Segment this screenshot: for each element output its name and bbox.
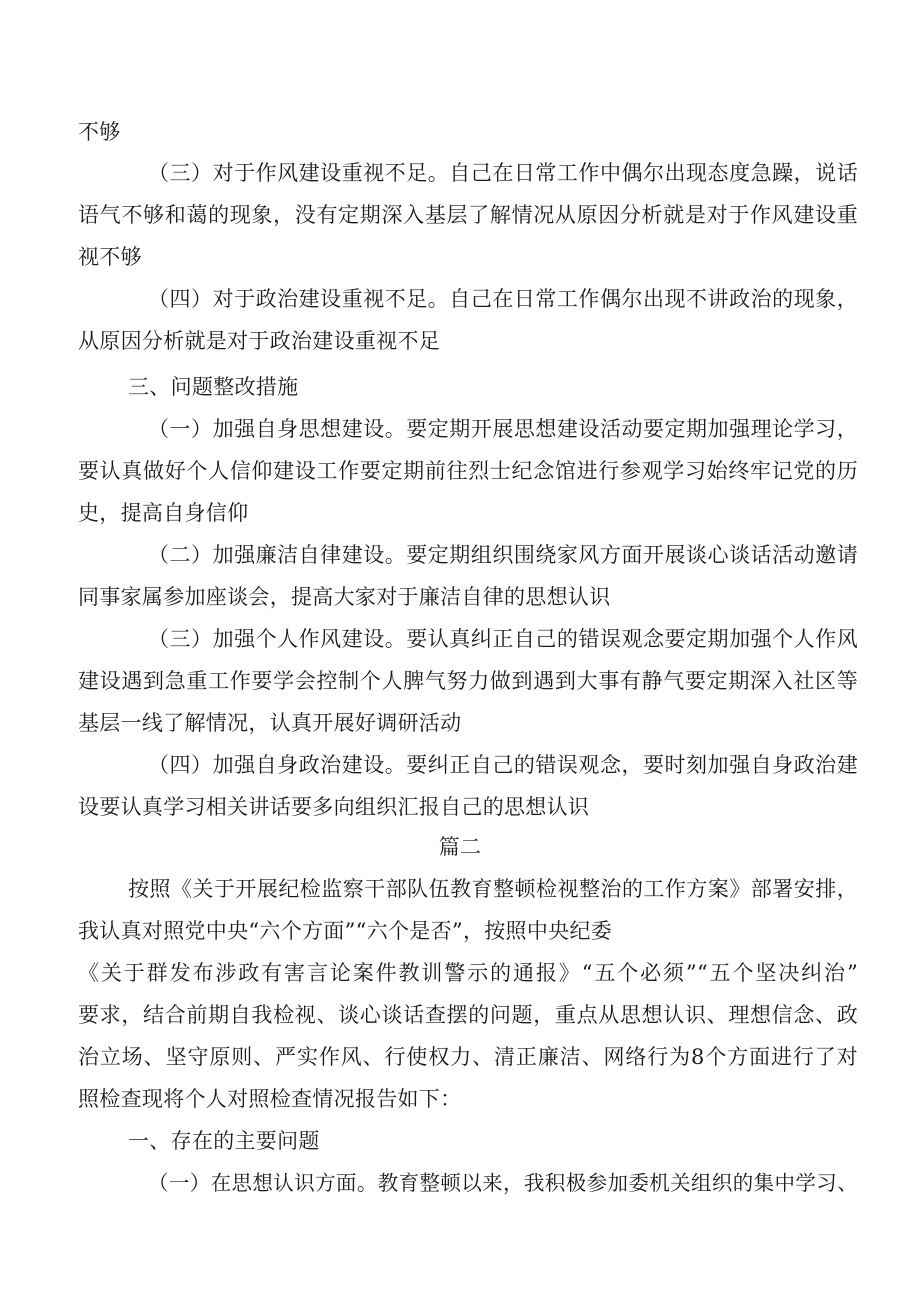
text-line: 要求，结合前期自我检视、谈心谈话查摆的问题，重点从思想认识、理想信念、政 — [78, 1003, 858, 1027]
section-heading: 一、存在的主要问题 — [128, 1129, 320, 1153]
text-line: 基层一线了解情况，认真开展好调研活动 — [78, 711, 462, 735]
text-line: 设要认真学习相关讲话要多向组织汇报自己的思想认识 — [78, 795, 590, 819]
text-line: （一）在思想认识方面。教育整顿以来，我积极参加委机关组织的集中学习、 — [148, 1171, 858, 1195]
text-line: 我认真对照党中央“六个方面”“六个是否”，按照中央纪委 — [78, 919, 613, 943]
text-line: 不够 — [78, 120, 121, 144]
text-line: 建设遇到急重工作要学会控制个人脾气努力做到遇到大事有静气要定期深入社区等 — [78, 669, 858, 693]
text-line: （一）加强自身思想建设。要定期开展思想建设活动要定期加强理论学习， — [148, 417, 858, 441]
text-line: （四）加强自身政治建设。要纠正自己的错误观念，要时刻加强自身政治建 — [148, 753, 858, 777]
text-line: （四）对于政治建设重视不足。自己在日常工作偶尔出现不讲政治的现象， — [148, 287, 858, 311]
text-line: 按照《关于开展纪检监察干部队伍教育整顿检视整治的工作方案》部署安排， — [128, 877, 858, 901]
section-heading: 三、问题整改措施 — [128, 375, 299, 399]
text-line: 语气不够和蔼的现象，没有定期深入基层了解情况从原因分析就是对于作风建设重 — [78, 203, 858, 227]
text-line: 照检查现将个人对照检查情况报告如下： — [78, 1087, 462, 1111]
text-line: 从原因分析就是对于政治建设重视不足 — [78, 329, 441, 353]
text-line: 治立场、坚守原则、严实作风、行使权力、清正廉洁、网络行为8个方面进行了对 — [78, 1045, 858, 1069]
text-line: 史，提高自身信仰 — [78, 501, 249, 525]
text-line: 视不够 — [78, 245, 142, 269]
text-line: （三）加强个人作风建设。要认真纠正自己的错误观念要定期加强个人作风 — [148, 627, 858, 651]
text-line: 《关于群发布涉政有害言论案件教训警示的通报》“五个必须”“五个坚决纠治” — [78, 961, 858, 985]
part-title: 篇二 — [438, 835, 482, 859]
text-line: 同事家属参加座谈会，提高大家对于廉洁自律的思想认识 — [78, 585, 611, 609]
text-line: （三）对于作风建设重视不足。自己在日常工作中偶尔出现态度急躁，说话 — [148, 161, 858, 185]
text-line: 要认真做好个人信仰建设工作要定期前往烈士纪念馆进行参观学习始终牢记党的历 — [78, 459, 858, 483]
text-line: （二）加强廉洁自律建设。要定期组织围绕家风方面开展谈心谈话活动邀请 — [148, 543, 858, 567]
